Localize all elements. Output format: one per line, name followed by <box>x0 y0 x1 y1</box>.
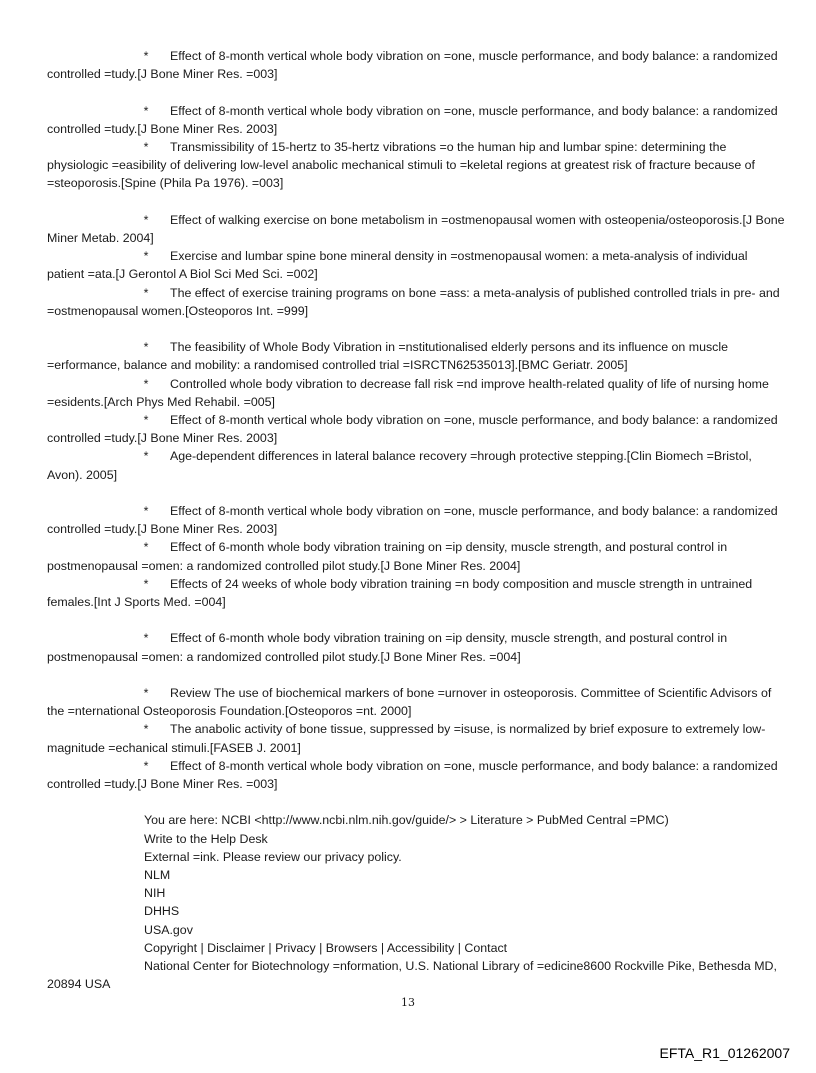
nih-link[interactable]: NIH <box>144 886 166 901</box>
reference-item <box>47 684 787 720</box>
reference-item <box>47 447 787 483</box>
bullet-marker: * <box>143 49 149 63</box>
reference-item <box>47 720 787 756</box>
reference-item <box>47 138 787 193</box>
reference-text: The anabolic activity of bone tissue, suppressed by =isuse, is normalized by brief exposure to extremely low-magnitude =echanical stimuli.[FASEB J. 2001] <box>47 722 766 755</box>
reference-text: Controlled whole body vibration to decrease fall risk =nd improve health-related quality of life of nursing home =esidents.[Arch Phys Med Rehabil. =005] <box>47 376 769 409</box>
reference-text: Effect of 6-month whole body vibration training on =ip density, muscle strength, and postural control in postmenopausal =omen: a randomized controlled pilot study.[J Bone Miner Res. =004] <box>47 631 728 664</box>
reference-text: Age-dependent differences in lateral balance recovery =hrough protective stepping.[Clin Biomech =Bristol, Avon). 2005] <box>47 449 752 482</box>
reference-item <box>47 375 787 411</box>
bullet-marker: * <box>143 413 149 428</box>
bullet-marker: * <box>143 631 149 646</box>
bullet-marker: * <box>143 376 149 391</box>
reference-text: Effect of 8-month vertical whole body vibration on =one, muscle performance, and body balance: a randomized controlled =tudy.[J Bone Miner Res. =003] <box>47 758 778 792</box>
external-link-notice[interactable]: External =ink. Please review our privacy policy. <box>144 849 402 864</box>
reference-text: Effect of 8-month vertical whole body vibration on =one, muscle performance, and body balance: a randomized controlled =tudy.[J Bone Miner Res. 2003] <box>47 504 778 537</box>
usa-gov-link[interactable]: USA.gov <box>144 922 193 937</box>
bullet-marker: * <box>143 103 149 118</box>
reference-text: The feasibility of Whole Body Vibration in =nstitutionalised elderly persons and its influence on muscle =erformance, balance and mobility: a randomised controlled trial =ISRCTN62535013].[BMC Geriatr. 2005] <box>47 340 729 373</box>
bullet-marker: * <box>143 722 149 737</box>
reference-item <box>47 757 787 793</box>
reference-text: Effect of walking exercise on bone metabolism in =ostmenopausal women with osteopenia/osteoporosis.[J Bone Miner Metab. 2004] <box>47 212 785 245</box>
reference-item <box>47 575 787 611</box>
reference-item <box>47 338 787 374</box>
reference-text: Effect of 6-month whole body vibration training on =ip density, muscle strength, and postural control in postmenopausal =omen: a randomized controlled pilot study.[J Bone Miner Res. 2004] <box>47 540 728 573</box>
bullet-marker: * <box>143 504 149 519</box>
reference-text: Exercise and lumbar spine bone mineral density in =ostmenopausal women: a meta-analysis of individual patient =ata.[J Gerontol A Biol Sci Med Sci. =002] <box>47 249 748 282</box>
bullet-marker: * <box>143 249 149 264</box>
reference-item <box>47 502 787 538</box>
nlm-link[interactable]: NLM <box>144 868 171 883</box>
reference-item <box>47 284 787 320</box>
reference-text: Effect of 8-month vertical whole body vibration on =one, muscle performance, and body balance: a randomized controlled =tudy.[J Bone Miner Res. =003] <box>47 49 778 82</box>
breadcrumb[interactable]: You are here: NCBI <http://www.ncbi.nlm.nih.gov/guide/> > Literature > PubMed Central =PMC) <box>144 813 669 828</box>
reference-text: Transmissibility of 15-hertz to 35-hertz vibrations =o the human hip and lumbar spine: determining the physiologic =easibility of delivering low-level anabolic mechanical stimuli to =keletal regions at greatest risk of fracture because of =steoporosis.[Spine (Phila Pa 1976). =003] <box>47 140 756 191</box>
reference-item <box>47 247 787 283</box>
reference-item <box>47 538 787 574</box>
bullet-marker: * <box>143 540 149 555</box>
bullet-marker: * <box>143 576 149 591</box>
bullet-marker: * <box>143 758 149 773</box>
reference-text: Effect of 8-month vertical whole body vibration on =one, muscle performance, and body balance: a randomized controlled =tudy.[J Bone Miner Res. 2003] <box>47 103 778 136</box>
dhhs-link[interactable]: DHHS <box>144 904 180 919</box>
address: National Center for Biotechnology =nformation, U.S. National Library of =edicine8600 Rockville Pike, Bethesda MD, 20894 USA <box>47 959 777 992</box>
footer-links[interactable]: Copyright | Disclaimer | Privacy | Browsers | Accessibility | Contact <box>144 940 508 955</box>
bullet-marker: * <box>143 686 149 701</box>
bullet-marker: * <box>143 449 149 464</box>
reference-item <box>47 211 787 247</box>
page-number: 13 <box>401 996 415 1009</box>
reference-list <box>47 47 787 993</box>
reference-item <box>47 47 787 83</box>
reference-text: Effect of 8-month vertical whole body vibration on =one, muscle performance, and body balance: a randomized controlled =tudy.[J Bone Miner Res. 2003] <box>47 413 778 446</box>
document-id: EFTA_R1_01262007 <box>659 1045 790 1061</box>
reference-item <box>47 102 787 138</box>
reference-text: Effects of 24 weeks of whole body vibration training =n body composition and muscle strength in untrained females.[Int J Sports Med. =004] <box>47 576 753 610</box>
bullet-marker: * <box>143 140 149 154</box>
reference-text: Review The use of biochemical markers of bone =urnover in osteoporosis. Committee of Scientific Advisors of the =nternational Osteoporosis Foundation.[Osteoporos =nt. 2000] <box>47 686 772 719</box>
reference-text: The effect of exercise training programs on bone =ass: a meta-analysis of published controlled trials in pre- and =ostmenopausal women.[Osteoporos Int. =999] <box>47 285 780 318</box>
bullet-marker: * <box>143 340 149 355</box>
bullet-marker: * <box>143 212 149 227</box>
help-desk-link[interactable]: Write to the Help Desk <box>144 831 268 846</box>
reference-item <box>47 629 787 665</box>
reference-item <box>47 411 787 447</box>
bullet-marker: * <box>143 285 149 300</box>
page-footer <box>47 811 787 993</box>
